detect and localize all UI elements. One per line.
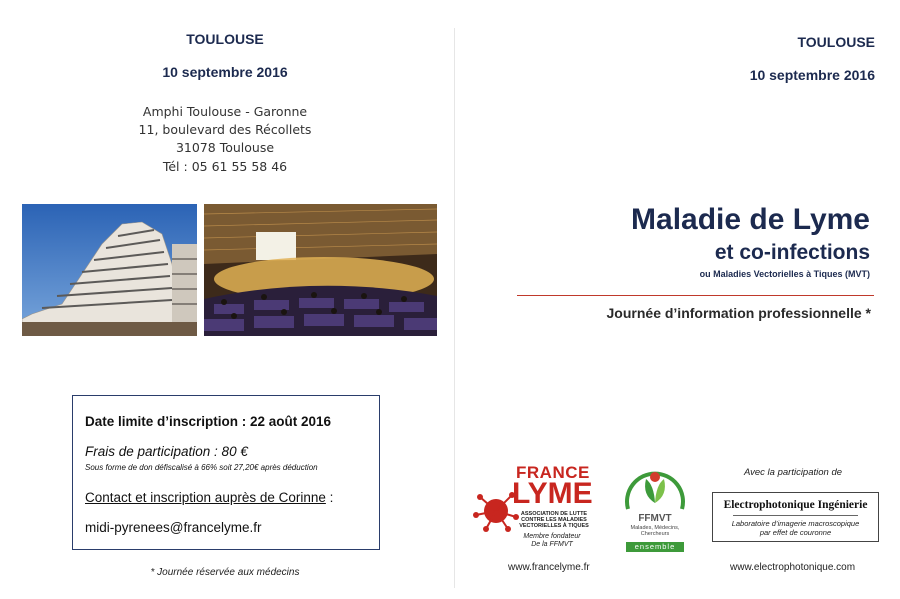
event-subtitle: et co-infections xyxy=(714,241,870,264)
venue-phone: Tél : 05 61 55 58 46 xyxy=(162,159,288,174)
right-date: 10 septembre 2016 xyxy=(749,67,875,83)
title-rule xyxy=(517,295,874,296)
partner-divider xyxy=(733,515,858,516)
ffmvt-subtitle-line2: Chercheurs xyxy=(640,531,670,537)
fold-line xyxy=(454,28,455,588)
contact-label: Contact et inscription auprès de Corinne xyxy=(85,490,326,505)
france-lyme-name-top: FRANCE xyxy=(516,463,590,482)
france-lyme-desc-line2: CONTRE LES MALADIES xyxy=(521,517,587,523)
building-photo xyxy=(22,204,197,336)
france-lyme-name-main: LYME xyxy=(512,477,593,510)
venue-name: Amphi Toulouse - Garonne xyxy=(142,104,308,119)
ffmvt-band: ensemble xyxy=(626,542,684,552)
partner-url[interactable]: www.electrophotonique.com xyxy=(730,562,856,573)
participation-fee: Frais de participation : 80 € xyxy=(85,444,248,459)
venue-street: 11, boulevard des Récollets xyxy=(138,122,312,137)
ffmvt-subtitle-line1: Malades, Médecins, xyxy=(630,525,680,531)
partner-description xyxy=(713,519,878,537)
event-subtitle-small: ou Maladies Vectorielles à Tiques (MVT) xyxy=(699,269,870,279)
registration-deadline: Date limite d’inscription : 22 août 2016 xyxy=(85,414,332,429)
amphitheater-photo xyxy=(204,204,437,336)
partner-description-line1: Laboratoire d’imagerie macroscopique xyxy=(731,519,860,528)
partner-description-line2: par effet de couronne xyxy=(759,528,832,537)
contact-email[interactable]: midi-pyrenees@francelyme.fr xyxy=(85,520,262,535)
france-lyme-url[interactable]: www.francelyme.fr xyxy=(508,562,590,573)
right-city: TOULOUSE xyxy=(797,34,875,50)
venue-postcode-city: 31078 Toulouse xyxy=(175,140,275,155)
registration-box xyxy=(72,395,380,550)
left-date: 10 septembre 2016 xyxy=(162,64,288,80)
france-lyme-desc xyxy=(512,511,596,529)
france-lyme-logo xyxy=(472,463,596,558)
france-lyme-member-line1: Membre fondateur xyxy=(523,533,581,540)
footnote: * Journée réservée aux médecins xyxy=(150,567,300,578)
fee-tax-note: Sous forme de don défiscalisé à 66% soit 27,20€ après déduction xyxy=(85,463,318,472)
france-lyme-member xyxy=(510,533,594,549)
left-city: TOULOUSE xyxy=(186,31,264,47)
event-description: Journée d’information professionnelle * xyxy=(606,305,871,321)
france-lyme-desc-line1: ASSOCIATION DE LUTTE xyxy=(520,511,588,517)
ffmvt-name: FFMVT xyxy=(638,513,672,524)
leaves-icon xyxy=(622,463,688,513)
france-lyme-desc-line3: VECTORIELLES À TIQUES xyxy=(519,523,589,529)
partner-intro: Avec la participation de xyxy=(743,467,843,478)
partner-name: Electrophotonique Ingénierie xyxy=(723,499,868,511)
event-title: Maladie de Lyme xyxy=(631,203,870,236)
partner-logo-box xyxy=(712,492,879,542)
contact-line xyxy=(85,490,333,505)
contact-colon: : xyxy=(325,490,334,505)
ffmvt-subtitle xyxy=(620,525,690,537)
france-lyme-member-line2: De la FFMVT xyxy=(531,541,573,548)
ffmvt-logo xyxy=(620,463,690,555)
